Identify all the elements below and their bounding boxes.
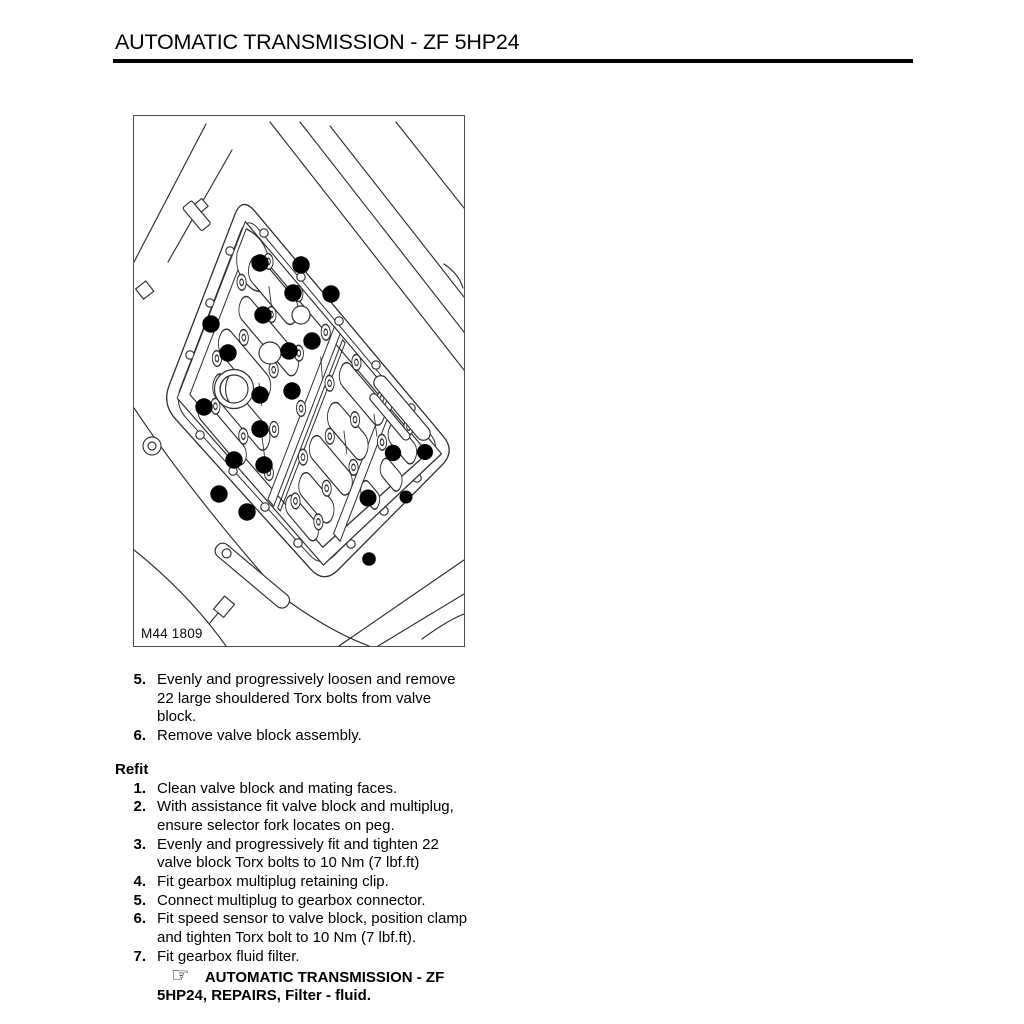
step-number: 3. (133, 835, 146, 853)
step-text: Connect multiplug to gearbox connector. (157, 891, 426, 909)
valve-block-figure (133, 115, 465, 647)
step-text: Fit gearbox fluid filter. (157, 947, 300, 965)
torx-bolt-marker (360, 490, 377, 507)
step-text: Evenly and progressively loosen and remove 22 large shouldered Torx bolts from valve block. (157, 671, 456, 726)
torx-bolt-marker (251, 254, 268, 271)
refit-heading: Refit (115, 760, 149, 778)
torx-bolt-marker (210, 485, 227, 502)
step-number: 6. (133, 727, 146, 745)
step-text: Fit gearbox multiplug retaining clip. (157, 873, 389, 891)
step-text: Fit speed sensor to valve block, position clamp and tighten Torx bolt to 10 Nm (7 lbf.ft). (157, 910, 468, 947)
torx-bolt-marker (400, 491, 413, 504)
step-item (115, 727, 505, 746)
removal-steps-list (115, 671, 505, 746)
step-number: 1. (133, 779, 146, 797)
torx-bolt-marker (385, 445, 401, 461)
pointing-hand-icon: ☞ (171, 963, 190, 987)
torx-bolt-marker (238, 503, 255, 520)
step-number: 4. (133, 873, 146, 891)
torx-bolt-marker (362, 552, 376, 566)
step-item (115, 836, 505, 873)
step-number: 7. (133, 947, 146, 965)
step-text: Remove valve block assembly. (157, 727, 362, 745)
torx-bolt-marker (292, 256, 309, 273)
step-number: 6. (133, 910, 146, 928)
cross-reference-text: AUTOMATIC TRANSMISSION - ZF 5HP24, REPAIRS, Filter - fluid. (157, 968, 445, 1005)
step-number: 2. (133, 798, 146, 816)
torx-bolt-marker (322, 285, 339, 302)
torx-bolt-marker (195, 398, 212, 415)
step-item (115, 910, 505, 947)
step-number: 5. (133, 671, 146, 688)
torx-bolt-marker (284, 284, 301, 301)
cross-reference-link[interactable] (157, 963, 489, 1006)
figure-label: M44 1809 (141, 626, 203, 641)
step-item (115, 671, 505, 727)
step-item (115, 798, 505, 835)
torx-bolt-marker (251, 420, 268, 437)
step-text: Evenly and progressively fit and tighten 22 valve block Torx bolts to 10 Nm (7 lbf.ft) (157, 835, 439, 872)
step-number: 5. (133, 891, 146, 909)
torx-bolt-marker (202, 315, 219, 332)
page-title: AUTOMATIC TRANSMISSION - ZF 5HP24 (115, 30, 520, 54)
torx-bolt-marker (303, 332, 320, 349)
valve-block-line-art (134, 116, 464, 646)
step-text: With assistance fit valve block and multiplug, ensure selector fork locates on peg. (157, 798, 454, 834)
torx-bolt-marker (254, 306, 271, 323)
torx-bolt-marker (283, 382, 300, 399)
torx-bolt-marker (251, 386, 268, 403)
torx-bolt-marker (280, 342, 297, 359)
refit-steps-list (115, 780, 505, 967)
step-item (115, 780, 505, 799)
torx-bolt-marker (417, 444, 433, 460)
torx-bolt-marker (219, 344, 236, 361)
title-rule (113, 59, 913, 63)
step-text: Clean valve block and mating faces. (157, 779, 398, 797)
procedure-text (115, 671, 505, 1006)
step-item (115, 892, 505, 911)
step-item (115, 873, 505, 892)
torx-bolt-marker (255, 456, 272, 473)
torx-bolt-marker (225, 451, 242, 468)
